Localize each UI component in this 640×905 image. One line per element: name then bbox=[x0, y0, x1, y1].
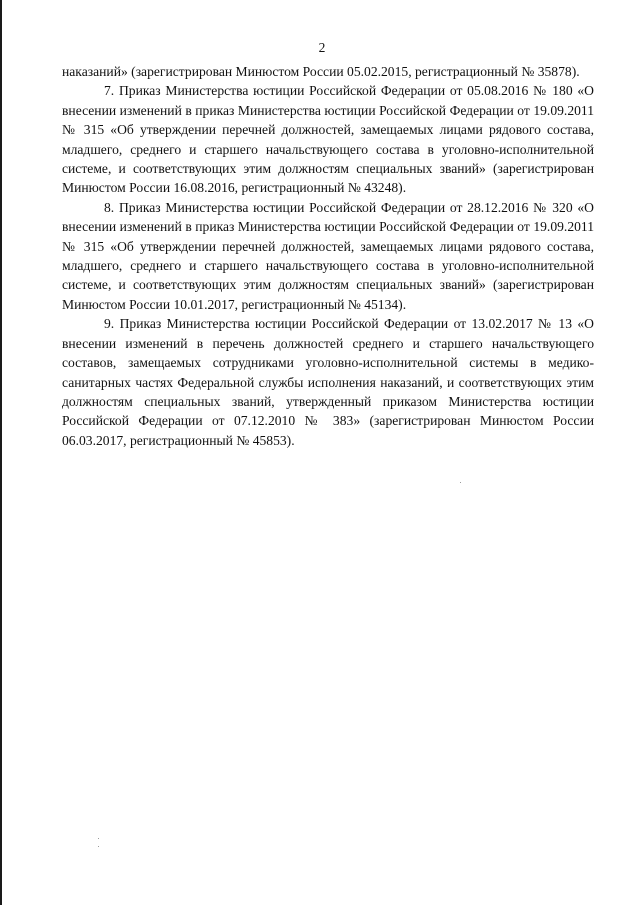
paragraph-item-9: 9. Приказ Министерства юстиции Российской Федерации от 13.02.2017 № 13 «О внесении изменений в перечень должностей среднего и старшего начальствующего составов, замещаемых сотрудниками уголовно-исполнительной системы в медико-санитарных частях Федеральной службы исполнения наказаний, и соответствующих этим должностям специальных званий, утвержденный приказом Министерства юстиции Российской Федерации от 07.12.2010 № 383» (зарегистрирован Минюстом России 06.03.2017, регистрационный № 45853). bbox=[62, 316, 594, 448]
paragraph-item-8: 8. Приказ Министерства юстиции Российской Федерации от 28.12.2016 № 320 «О внесении изменений в приказ Министерства юстиции Российской Федерации от 19.09.2011 № 315 «Об утверждении перечней должностей, замещаемых лицами рядового состава, младшего, среднего и старшего начальствующего состава в уголовно-исполнительной системе, и соответствующих этим должностям специальных званий» (зарегистрирован Минюстом России 10.01.2017, регистрационный № 45134). bbox=[62, 199, 594, 312]
document-body bbox=[62, 62, 594, 450]
paragraph-continuation: наказаний» (зарегистрирован Минюстом России 05.02.2015, регистрационный № 35878). bbox=[62, 64, 580, 79]
paragraph-item-7: 7. Приказ Министерства юстиции Российской Федерации от 05.08.2016 № 180 «О внесении изменений в приказ Министерства юстиции Российской Федерации от 19.09.2011 № 315 «Об утверждении перечней должностей, замещаемых лицами рядового состава, младшего, среднего и старшего начальствующего состава в уголовно-исполнительной системе, и соответствующих этим должностям специальных званий» (зарегистрирован Минюстом России 16.08.2016, регистрационный № 43248). bbox=[62, 83, 594, 196]
page-number: 2 bbox=[318, 40, 326, 55]
